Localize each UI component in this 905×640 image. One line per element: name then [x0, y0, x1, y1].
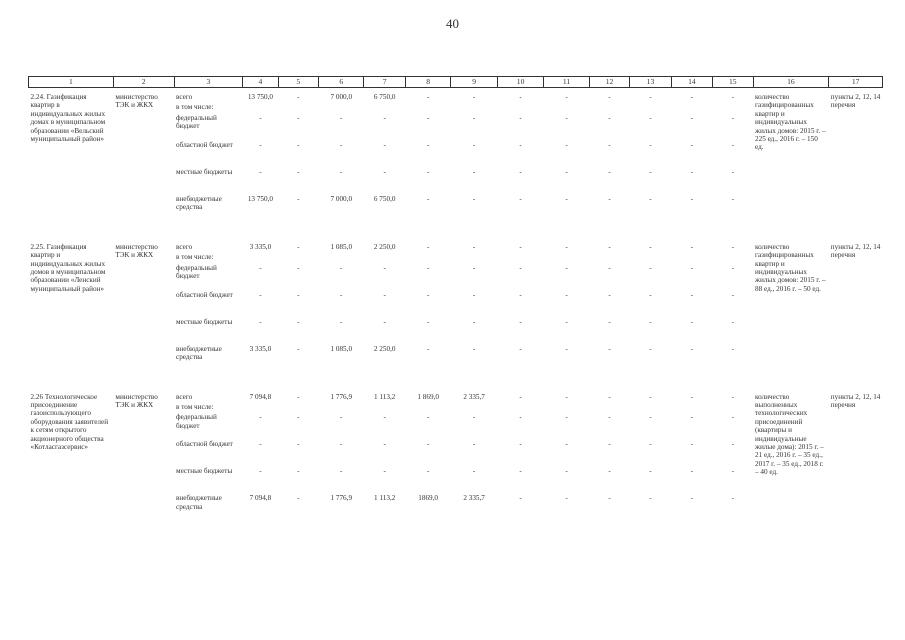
amount-cell	[405, 252, 450, 262]
column-number-12: 12	[589, 77, 629, 88]
amount-cell: -	[297, 263, 300, 272]
amount-cell: -	[565, 317, 568, 326]
amount-cell: -	[472, 440, 476, 449]
amount-cell: -	[690, 194, 694, 203]
amount-cell: -	[608, 467, 611, 476]
financing-table	[28, 76, 883, 520]
amount-cell	[364, 252, 405, 262]
amount-cell: -	[731, 413, 734, 422]
amount-cell: -	[565, 140, 568, 149]
amount-cell: 1 085,0	[330, 242, 353, 251]
amount-cell: -	[426, 467, 430, 476]
funding-source-label: федеральный бюджет	[176, 413, 217, 430]
amount-cell	[544, 102, 589, 112]
amount-cell: -	[340, 413, 343, 422]
amount-cell: 1 776,9	[330, 494, 353, 503]
amount-cell: -	[690, 167, 694, 176]
amount-cell: -	[731, 113, 734, 122]
amount-cell: -	[649, 93, 652, 101]
amount-cell: -	[297, 413, 300, 422]
amount-cell: -	[472, 194, 476, 203]
funding-source-label: всего	[176, 392, 193, 401]
amount-cell: 1869,0	[418, 494, 439, 503]
amount-cell: -	[519, 290, 522, 299]
amount-cell: -	[297, 113, 300, 122]
column-number-3: 3	[174, 77, 243, 88]
amount-cell: -	[565, 93, 568, 101]
amount-cell: -	[383, 440, 386, 449]
funding-source-label: в том числе:	[176, 403, 214, 412]
amount-cell: -	[608, 167, 611, 176]
amount-cell: -	[472, 413, 476, 422]
amount-cell: -	[297, 140, 300, 149]
amount-cell: -	[426, 113, 430, 122]
amount-cell: -	[519, 413, 522, 422]
amount-cell: -	[690, 392, 694, 401]
amount-cell: -	[472, 290, 476, 299]
amount-cell: -	[519, 344, 522, 353]
amount-cell	[589, 102, 629, 112]
amount-cell: -	[426, 140, 430, 149]
amount-cell: -	[649, 440, 652, 449]
amount-cell	[497, 102, 543, 112]
amount-cell: -	[608, 494, 611, 503]
table-row	[29, 388, 883, 402]
amount-cell: -	[297, 392, 300, 401]
funding-source-label: внебюджетные средства	[176, 194, 222, 212]
amount-cell	[671, 102, 712, 112]
amount-cell: -	[426, 440, 430, 449]
column-number-11: 11	[544, 77, 589, 88]
amount-cell: 7 094,8	[249, 494, 272, 503]
executor-cell: министерство ТЭК и ЖКХ	[115, 242, 158, 260]
amount-cell: -	[731, 440, 734, 449]
amount-cell: -	[426, 290, 430, 299]
amount-cell: -	[519, 467, 522, 476]
amount-cell: -	[731, 93, 734, 101]
amount-cell: -	[426, 317, 430, 326]
amount-cell: -	[519, 113, 522, 122]
amount-cell: -	[608, 413, 611, 422]
amount-cell: 13 750,0	[247, 194, 273, 203]
funding-source-label: в том числе:	[176, 103, 214, 112]
amount-cell: -	[472, 263, 476, 272]
amount-cell: -	[297, 494, 300, 503]
amount-cell: -	[472, 113, 476, 122]
amount-cell: 6 750,0	[373, 93, 396, 101]
amount-cell: -	[426, 344, 430, 353]
amount-cell: -	[731, 392, 734, 401]
amount-cell: -	[426, 413, 430, 422]
amount-cell: -	[565, 263, 568, 272]
amount-cell: -	[690, 413, 694, 422]
amount-cell: -	[608, 113, 611, 122]
funding-source-label: в том числе:	[176, 253, 214, 262]
amount-cell: -	[426, 93, 430, 101]
indicator-cell: количество газифицированных квартир и индивидуальных жилых домов: 2015 г. – 88 ед., 2016 г. – 50 ед.	[755, 242, 826, 293]
amount-cell: -	[608, 290, 611, 299]
amount-cell: -	[426, 242, 430, 251]
amount-cell: -	[649, 113, 652, 122]
column-number-15: 15	[713, 77, 753, 88]
amount-cell: 7 000,0	[330, 194, 353, 203]
amount-cell: -	[649, 167, 652, 176]
amount-cell: -	[472, 93, 476, 101]
amount-cell: 1 869,0	[417, 392, 439, 401]
amount-cell	[497, 402, 543, 412]
amount-cell: 7 094,8	[249, 392, 272, 401]
amount-cell: -	[649, 263, 652, 272]
amount-cell: -	[731, 194, 734, 203]
amount-cell: -	[690, 440, 694, 449]
amount-cell: -	[649, 290, 652, 299]
amount-cell	[671, 402, 712, 412]
amount-cell: -	[608, 242, 611, 251]
amount-cell	[630, 402, 671, 412]
funding-source-label: внебюджетные средства	[176, 344, 222, 362]
amount-cell: -	[383, 467, 386, 476]
activity-name-cell: 2.25. Газификация квартир и индивидуальных жилых домов в муниципальном образовании «Ленский муниципальный район»	[30, 242, 106, 293]
page-number: 40	[446, 16, 459, 31]
amount-cell: -	[383, 167, 386, 176]
amount-cell: -	[649, 140, 652, 149]
amount-cell: -	[519, 242, 522, 251]
amount-cell	[278, 402, 318, 412]
amount-cell: -	[565, 113, 568, 122]
amount-cell: 3 335,0	[249, 242, 272, 251]
amount-cell	[713, 402, 753, 412]
amount-cell: -	[690, 494, 694, 503]
amount-cell: -	[297, 93, 300, 101]
amount-cell	[451, 252, 497, 262]
amount-cell: -	[731, 140, 734, 149]
funding-source-label: областной бюджет	[176, 140, 233, 149]
amount-cell: -	[731, 494, 734, 503]
amount-cell	[630, 102, 671, 112]
amount-cell: 1 113,2	[374, 494, 396, 503]
amount-cell: -	[519, 494, 522, 503]
amount-cell: -	[519, 392, 522, 401]
amount-cell: -	[259, 440, 262, 449]
amount-cell: -	[690, 263, 694, 272]
activity-name-cell: 2.24. Газификация квартир в индивидуальных жилых домах в муниципальном образовании «Вельский муниципальный район»	[30, 93, 106, 144]
amount-cell: 1 085,0	[330, 344, 353, 353]
amount-cell: -	[690, 344, 694, 353]
amount-cell	[364, 402, 405, 412]
amount-cell: -	[519, 440, 522, 449]
amount-cell: -	[297, 167, 300, 176]
funding-source-label: внебюджетные средства	[176, 494, 222, 511]
executor-cell: министерство ТЭК и ЖКХ	[115, 392, 158, 410]
amount-cell: -	[297, 344, 300, 353]
amount-cell: -	[690, 113, 694, 122]
amount-cell: -	[426, 263, 430, 272]
funding-source-label: областной бюджет	[176, 290, 233, 299]
column-number-2: 2	[113, 77, 174, 88]
amount-cell	[319, 402, 364, 412]
amount-cell: -	[472, 317, 476, 326]
executor-cell: министерство ТЭК и ЖКХ	[115, 93, 158, 110]
amount-cell: -	[565, 413, 568, 422]
amount-cell: -	[472, 167, 476, 176]
amount-cell: -	[565, 440, 568, 449]
amount-cell: 2 250,0	[373, 242, 396, 251]
reference-cell: пункты 2, 12, 14 перечня	[830, 392, 881, 410]
amount-cell	[544, 252, 589, 262]
amount-cell	[405, 102, 450, 112]
amount-cell	[451, 102, 497, 112]
amount-cell: -	[383, 317, 386, 326]
group-spacer	[29, 371, 883, 388]
amount-cell: -	[731, 167, 734, 176]
activity-name-cell: 2.26 Технологическое присоединение газоиспользующего оборудования заявителей к сетям открытого акционерного общества «Котласгазсервис»	[30, 392, 109, 452]
amount-cell: -	[383, 263, 386, 272]
amount-cell	[319, 252, 364, 262]
column-number-17: 17	[829, 77, 883, 88]
amount-cell: -	[565, 290, 568, 299]
amount-cell	[319, 102, 364, 112]
amount-cell: -	[472, 344, 476, 353]
funding-source-label: всего	[176, 93, 193, 101]
amount-cell: -	[426, 167, 430, 176]
amount-cell: -	[383, 113, 386, 122]
amount-cell	[243, 102, 278, 112]
amount-cell: -	[340, 113, 343, 122]
amount-cell: 3 335,0	[249, 344, 272, 353]
amount-cell: -	[297, 194, 300, 203]
amount-cell: -	[565, 494, 568, 503]
amount-cell: -	[259, 140, 262, 149]
amount-cell: -	[649, 413, 652, 422]
amount-cell	[278, 102, 318, 112]
amount-cell	[589, 252, 629, 262]
column-number-16: 16	[753, 77, 829, 88]
table-row	[29, 238, 883, 252]
funding-source-label: местные бюджеты	[176, 317, 233, 326]
amount-cell	[243, 252, 278, 262]
amount-cell: -	[259, 290, 262, 299]
amount-cell: -	[340, 317, 343, 326]
amount-cell: -	[472, 467, 476, 476]
amount-cell: 7 000,0	[330, 93, 353, 101]
amount-cell: 1 113,2	[374, 392, 396, 401]
column-number-5: 5	[278, 77, 318, 88]
table-row	[29, 88, 883, 103]
column-number-10: 10	[497, 77, 543, 88]
amount-cell: -	[649, 317, 652, 326]
amount-cell: -	[731, 263, 734, 272]
amount-cell	[405, 402, 450, 412]
column-number-row	[29, 77, 883, 88]
amount-cell: 6 750,0	[373, 194, 396, 203]
reference-cell: пункты 2, 12, 14 перечня	[830, 93, 881, 110]
amount-cell: -	[731, 317, 734, 326]
amount-cell: -	[565, 167, 568, 176]
amount-cell: -	[297, 290, 300, 299]
amount-cell	[544, 402, 589, 412]
funding-source-label: всего	[176, 242, 193, 251]
amount-cell: -	[340, 467, 343, 476]
amount-cell	[451, 402, 497, 412]
amount-cell: -	[297, 467, 300, 476]
column-number-9: 9	[451, 77, 497, 88]
amount-cell: -	[340, 167, 343, 176]
amount-cell: 2 335,7	[463, 392, 485, 401]
amount-cell: -	[565, 344, 568, 353]
amount-cell: -	[731, 242, 734, 251]
amount-cell: -	[608, 317, 611, 326]
amount-cell: -	[649, 194, 652, 203]
amount-cell: -	[340, 440, 343, 449]
amount-cell: -	[259, 467, 262, 476]
amount-cell: -	[690, 140, 694, 149]
amount-cell: -	[608, 344, 611, 353]
column-number-4: 4	[243, 77, 278, 88]
amount-cell: -	[426, 194, 430, 203]
amount-cell: -	[690, 290, 694, 299]
amount-cell: -	[519, 140, 522, 149]
amount-cell	[278, 252, 318, 262]
amount-cell: -	[690, 317, 694, 326]
amount-cell: -	[690, 242, 694, 251]
amount-cell: -	[608, 140, 611, 149]
table-body	[29, 77, 883, 521]
amount-cell: -	[565, 467, 568, 476]
indicator-cell: количество выполненных технологических присоединений (квартиры и индивидуальные жилые дома): 2015 г. – 21 ед., 2016 г. – 35 ед., 2017 г. – 35 ед., 2018 г. – 40 ед.	[755, 392, 824, 477]
amount-cell: -	[340, 290, 343, 299]
column-number-6: 6	[319, 77, 364, 88]
amount-cell	[671, 252, 712, 262]
amount-cell	[589, 402, 629, 412]
amount-cell: 2 250,0	[373, 344, 396, 353]
amount-cell: -	[690, 93, 694, 101]
reference-cell: пункты 2, 12, 14 перечня	[830, 242, 881, 260]
amount-cell: -	[608, 440, 611, 449]
amount-cell: -	[565, 392, 568, 401]
amount-cell: -	[565, 242, 568, 251]
funding-source-label: местные бюджеты	[176, 467, 233, 476]
amount-cell: -	[340, 140, 343, 149]
amount-cell: -	[472, 242, 476, 251]
group-spacer	[29, 221, 883, 238]
amount-cell: 2 335,7	[463, 494, 485, 503]
amount-cell: -	[731, 290, 734, 299]
amount-cell: -	[259, 167, 262, 176]
amount-cell: -	[383, 290, 386, 299]
amount-cell: 13 750,0	[247, 93, 273, 101]
amount-cell: -	[649, 392, 652, 401]
column-number-14: 14	[671, 77, 712, 88]
amount-cell: -	[259, 113, 262, 122]
amount-cell: -	[519, 93, 522, 101]
amount-cell: -	[297, 440, 300, 449]
amount-cell: -	[565, 194, 568, 203]
amount-cell: -	[297, 242, 300, 251]
amount-cell: -	[259, 317, 262, 326]
amount-cell: -	[649, 242, 652, 251]
column-number-7: 7	[364, 77, 405, 88]
amount-cell: -	[649, 344, 652, 353]
amount-cell: -	[340, 263, 343, 272]
amount-cell: -	[519, 317, 522, 326]
amount-cell	[364, 102, 405, 112]
amount-cell: -	[297, 317, 300, 326]
amount-cell: -	[259, 263, 262, 272]
amount-cell	[630, 252, 671, 262]
column-number-13: 13	[630, 77, 671, 88]
amount-cell: -	[608, 194, 611, 203]
funding-source-label: местные бюджеты	[176, 167, 233, 176]
amount-cell: 1 776,9	[330, 392, 353, 401]
amount-cell: -	[649, 494, 652, 503]
amount-cell	[497, 252, 543, 262]
amount-cell: -	[731, 467, 734, 476]
amount-cell	[243, 402, 278, 412]
funding-source-label: федеральный бюджет	[176, 113, 217, 131]
column-number-1: 1	[29, 77, 114, 88]
amount-cell: -	[608, 392, 611, 401]
amount-cell: -	[259, 413, 262, 422]
amount-cell: -	[731, 344, 734, 353]
amount-cell: -	[383, 413, 386, 422]
amount-cell: -	[519, 263, 522, 272]
amount-cell: -	[383, 140, 386, 149]
amount-cell: -	[608, 93, 611, 101]
amount-cell: -	[690, 467, 694, 476]
amount-cell: -	[472, 140, 476, 149]
amount-cell: -	[649, 467, 652, 476]
funding-source-label: областной бюджет	[176, 440, 233, 449]
amount-cell: -	[519, 194, 522, 203]
amount-cell	[713, 102, 753, 112]
indicator-cell: количество газифицированных квартир и индивидуальных жилых домов: 2015 г. – 225 ед., 2016 г. – 150 ед.	[755, 93, 826, 152]
amount-cell: -	[608, 263, 611, 272]
funding-source-label: федеральный бюджет	[176, 263, 217, 281]
amount-cell	[713, 252, 753, 262]
column-number-8: 8	[405, 77, 450, 88]
amount-cell: -	[519, 167, 522, 176]
